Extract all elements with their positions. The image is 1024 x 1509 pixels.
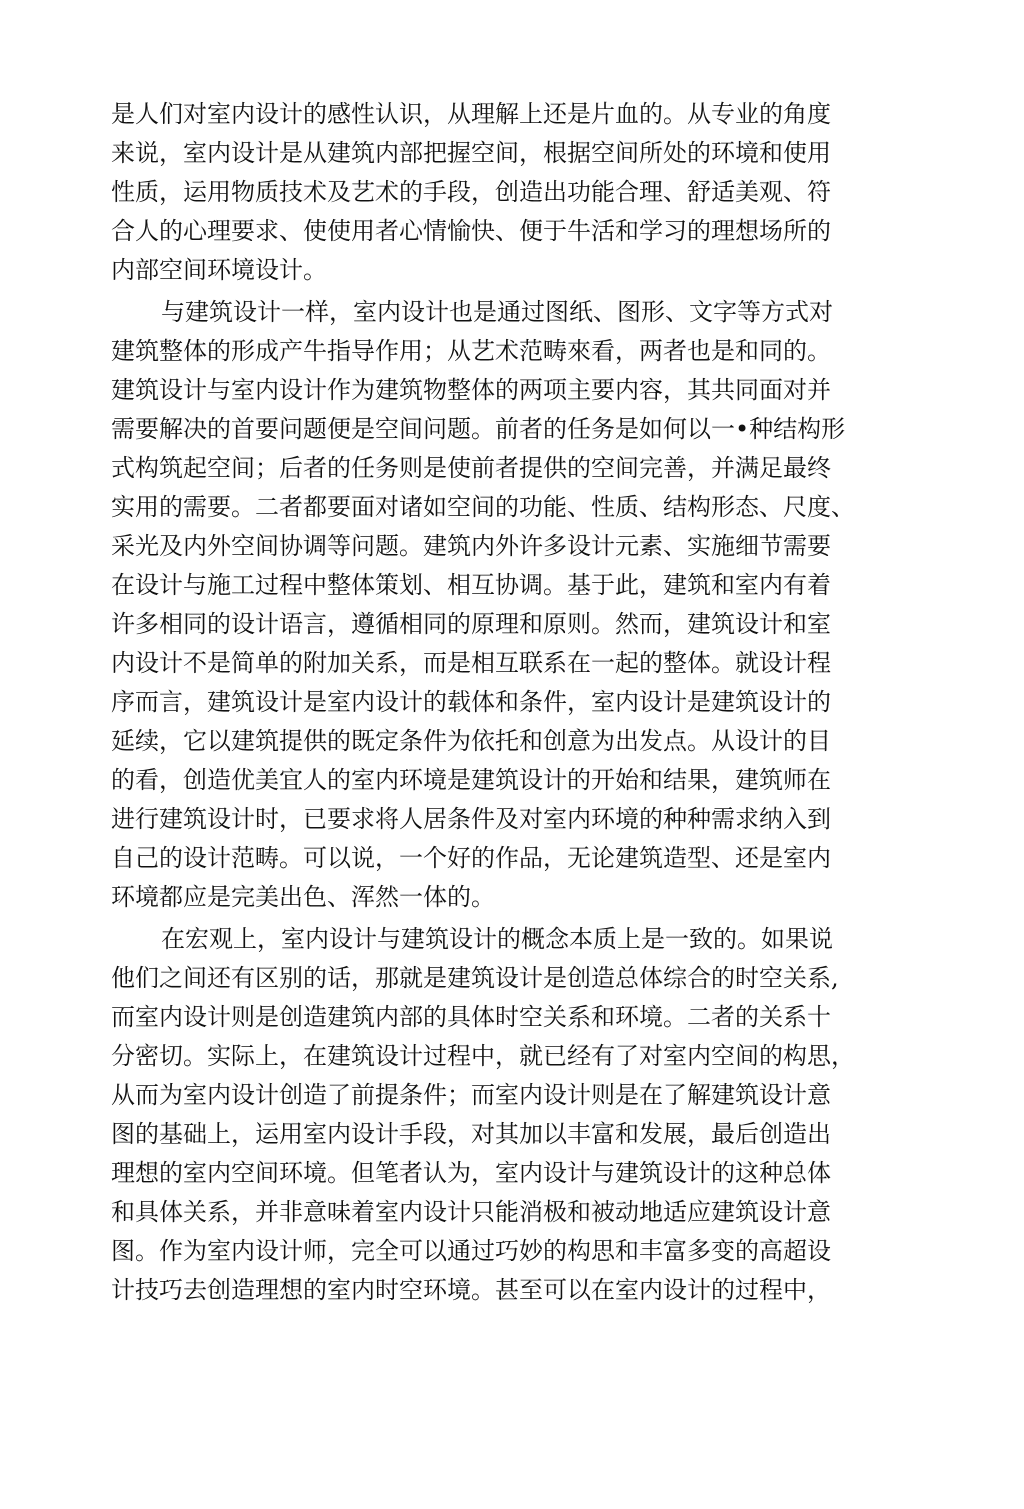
- text-line: 的看，创造优美宜人的室内环境是建筑设计的开始和结果，建筑师在: [111, 766, 831, 794]
- text-line: 他们之间还有区别的话，那就是建筑设计是创造总体综合的时空关系,: [111, 964, 839, 992]
- text-line: 和具体关系，并非意味着室内设计只能消极和被动地适应建筑设计意: [111, 1198, 831, 1226]
- text-line: 性质，运用物质技术及艺术的手段，创造出功能合理、舒适美观、符: [111, 178, 831, 206]
- text-line: 延续，它以建筑提供的既定条件为依托和创意为出发点。从设计的目: [111, 727, 831, 755]
- text-line: 是人们对室内设计的感性认识，从理解上还是片血的。从专业的角度: [111, 100, 831, 128]
- text-line: 需要解决的首要问题便是空间问题。前者的任务是如何以一•种结构形: [111, 415, 846, 443]
- paragraph-1: [111, 95, 871, 290]
- text-line: 许多相同的设计语言，遵循相同的原理和原则。然而，建筑设计和室: [111, 610, 831, 638]
- text-line: 在设计与施工过程中整体策划、相互协调。基于此，建筑和室内有着: [111, 571, 831, 599]
- text-line: 进行建筑设计时，已要求将人居条件及对室内环境的种种需求纳入到: [111, 805, 831, 833]
- text-line: 从而为室内设计创造了前提条件；而室内设计则是在了解建筑设计意: [111, 1081, 831, 1109]
- text-line: 合人的心理要求、使使用者心情愉快、便于牛活和学习的理想场所的: [111, 217, 831, 245]
- text-line: 实用的需要。二者都要面对诸如空间的功能、性质、结构形态、尺度、: [111, 493, 855, 521]
- text-line: 而室内设计则是创造建筑内部的具体时空关系和环境。二者的关系十: [111, 1003, 831, 1031]
- text-line: 图的基础上，运用室内设计手段，对其加以丰富和发展，最后创造出: [111, 1120, 831, 1148]
- paragraph-2: [111, 293, 871, 917]
- text-line: 理想的室内空间环境。但笔者认为，室内设计与建筑设计的这种总体: [111, 1159, 831, 1187]
- text-line: 式构筑起空间；后者的任务则是使前者提供的空间完善，并满足最终: [111, 454, 831, 482]
- text-line: 序而言，建筑设计是室内设计的载体和条件，室内设计是建筑设计的: [111, 688, 831, 716]
- text-line: 内设计不是简单的附加关系，而是相互联系在一起的整体。就设计程: [111, 649, 831, 677]
- text-line: 来说，室内设计是从建筑内部把握空间，根据空间所处的环境和使用: [111, 139, 831, 167]
- text-line: 建筑整体的形成产牛指导作用；从艺术范畴來看，两者也是和同的。: [111, 337, 831, 365]
- text-line: 环境都应是完美出色、浑然一体的。: [111, 883, 495, 911]
- paragraph-3: [111, 920, 871, 1310]
- text-line: 采光及内外空间协调等问题。建筑内外许多设计元素、实施细节需要: [111, 532, 831, 560]
- text-line: 计技巧去创造理想的室内时空环境。甚至可以在室内设计的过程中，: [111, 1276, 831, 1304]
- text-line: 自己的设计范畴。可以说，一个好的作品，无论建筑造型、还是室内: [111, 844, 831, 872]
- text-line: 建筑设计与室内设计作为建筑物整体的两项主要内容，其共同面对并: [111, 376, 831, 404]
- text-line: 内部空间环境设计。: [111, 256, 327, 284]
- text-line: 图。作为室内设计师，完全可以通过巧妙的构思和丰富多变的高超设: [111, 1237, 831, 1265]
- document-page: [111, 95, 871, 1310]
- text-line: 分密切。实际上，在建筑设计过程中，就已经有了对室内空间的构思，: [111, 1042, 855, 1070]
- text-line: 与建筑设计一样，室内设计也是通过图纸、图形、文字等方式对: [161, 298, 833, 326]
- text-line: 在宏观上，室内设计与建筑设计的概念本质上是一致的。如果说: [161, 925, 833, 953]
